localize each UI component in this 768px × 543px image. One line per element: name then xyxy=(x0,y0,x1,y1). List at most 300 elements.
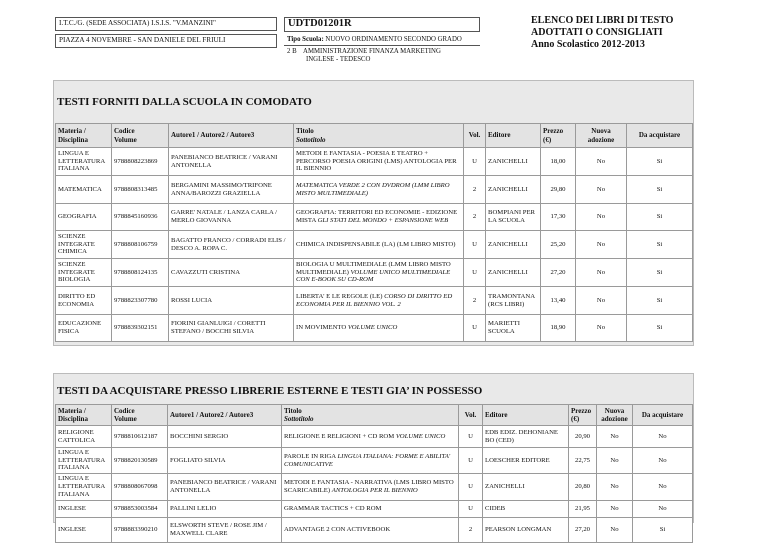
col-materia-sublabel: Disciplina xyxy=(58,415,88,423)
cell-codice xyxy=(112,518,168,543)
cell-materia-text: SCIENZE INTEGRATE CHIMICA xyxy=(58,232,95,256)
cell-materia-text: SCIENZE INTEGRATE BIOLOGIA xyxy=(58,260,95,284)
cell-editore xyxy=(483,501,569,518)
table-row xyxy=(56,231,693,259)
cell-materia-text: LINGUA E LETTERATURA ITALIANA xyxy=(58,448,105,472)
col-vol-label: Vol. xyxy=(468,131,481,140)
cell-codice xyxy=(112,448,168,474)
cell-autori xyxy=(168,501,282,518)
cell-vol-text: 2 xyxy=(472,185,477,193)
cell-nuova xyxy=(597,474,633,501)
table-row xyxy=(56,448,693,474)
col-materia-header xyxy=(56,124,112,148)
cell-acquistare-text: Si xyxy=(656,157,663,165)
cell-nuova xyxy=(597,518,633,543)
cell-editore-text: TRAMONTANA (RCS LIBRI) xyxy=(488,292,535,308)
cell-codice-text: 9788845160936 xyxy=(114,213,158,221)
cell-acquistare xyxy=(627,287,693,315)
cell-materia xyxy=(56,426,112,448)
col-acquistare-header xyxy=(633,405,693,426)
cell-materia-text: GEOGRAFIA xyxy=(58,213,97,221)
school-name: I.T.C./G. (SEDE ASSOCIATA) I.S.I.S. "V.MANZINI" xyxy=(55,17,277,31)
cell-acquistare-text: Si xyxy=(656,324,663,332)
col-acquistare-label: Da acquistare xyxy=(641,410,684,419)
cell-autori-text: PALLINI LELIO xyxy=(170,505,217,513)
col-prezzo-label: Prezzo xyxy=(543,127,564,136)
cell-editore-text: CIDEB xyxy=(485,505,506,513)
book-subtitle: ANTOLOGIA PER IL BIENNIO xyxy=(296,157,457,173)
table-row xyxy=(56,259,693,287)
col-editore-label: Editore xyxy=(485,410,508,419)
cell-codice xyxy=(112,315,169,342)
document-title xyxy=(531,15,673,51)
book-subtitle: MATEMATICA VERDE 2 CON DVDROM (LMM LIBRO MISTO MULTIMEDIALE) xyxy=(296,181,450,197)
cell-vol xyxy=(464,231,486,259)
cell-editore xyxy=(486,315,541,342)
school-code: UDTD01201R xyxy=(284,17,480,32)
cell-autori xyxy=(168,518,282,543)
col-materia-label: Materia / xyxy=(58,406,86,415)
cell-materia xyxy=(56,474,112,501)
cell-vol-text: U xyxy=(468,483,473,491)
cell-editore-text: ZANICHELLI xyxy=(488,268,528,276)
cell-nuova xyxy=(576,231,627,259)
col-editore-header xyxy=(483,405,569,426)
cell-autori xyxy=(169,287,294,315)
cell-acquistare xyxy=(627,176,693,204)
cell-prezzo-text: 18,90 xyxy=(550,324,566,332)
cell-vol-text: U xyxy=(472,240,477,248)
cell-autori-text: ELSWORTH STEVE / ROSE JIM / MAXWELL CLARE xyxy=(170,522,267,537)
class-info xyxy=(284,45,480,66)
cell-vol-text: U xyxy=(468,456,473,464)
book-title: BIOLOGIA U MULTIMEDIALE (LMM LIBRO MISTO MULTIMEDIALE) xyxy=(296,260,451,276)
cell-editore-text: MARIETTI SCUOLA xyxy=(488,320,520,335)
col-editore-label: Editore xyxy=(488,131,511,140)
cell-nuova xyxy=(597,448,633,474)
cell-nuova-text: No xyxy=(596,157,606,165)
book-title: PAROLE IN RIGA xyxy=(284,452,336,460)
cell-materia-text: LINGUA E LETTERATURA ITALIANA xyxy=(58,475,105,498)
cell-acquistare xyxy=(627,231,693,259)
col-codice-sublabel: Volume xyxy=(114,415,137,423)
cell-autori-text: BERGAMINI MASSIMO/TRIFONE ANNA/BAROZZI GRAZIELLA xyxy=(171,181,272,197)
cell-vol xyxy=(464,176,486,204)
cell-editore xyxy=(483,474,569,501)
cell-materia-text: INGLESE xyxy=(58,505,86,513)
cell-codice xyxy=(112,474,168,501)
cell-prezzo xyxy=(569,426,597,448)
cell-acquistare xyxy=(633,426,693,448)
cell-acquistare xyxy=(633,501,693,518)
cell-nuova-text: No xyxy=(610,456,619,464)
cell-nuova-text: No xyxy=(596,296,606,304)
cell-nuova xyxy=(576,315,627,342)
col-titolo-header xyxy=(282,405,459,426)
cell-codice xyxy=(112,231,169,259)
book-subtitle: ANTOLOGIA PER IL BIENNIO xyxy=(331,487,418,494)
col-vol-label: Vol. xyxy=(464,410,477,419)
cell-codice xyxy=(112,148,169,176)
cell-prezzo-text: 21,95 xyxy=(574,505,591,513)
cell-vol xyxy=(464,148,486,176)
title-line-1: ELENCO DEI LIBRI DI TESTO xyxy=(531,15,674,26)
cell-materia-text: DIRITTO ED ECONOMIA xyxy=(58,292,96,308)
col-codice-header xyxy=(112,124,169,148)
books-table-comodato xyxy=(55,123,693,342)
cell-prezzo-text: 25,20 xyxy=(550,240,566,248)
book-title: GRAMMAR TACTICS + CD ROM xyxy=(284,505,382,513)
cell-materia xyxy=(56,259,112,287)
book-title: METODI E FANTASIA - POESIA E TEATRO + PERCORSO POESIA ORIGINI (LMS) xyxy=(296,149,428,165)
cell-nuova-text: No xyxy=(596,185,606,193)
col-autori-label: Autore1 / Autore2 / Autore3 xyxy=(170,410,254,419)
cell-acquistare xyxy=(633,474,693,501)
cell-titolo xyxy=(282,426,459,448)
cell-titolo xyxy=(282,448,459,474)
cell-codice-text: 9788839302151 xyxy=(114,324,158,332)
table-row xyxy=(56,501,693,518)
col-materia-label: Materia / xyxy=(58,127,86,136)
cell-autori-text: GARRE' NATALE / LANZA CARLA / MERLO GIOVANNA xyxy=(171,209,277,224)
col-autori-label: Autore1 / Autore2 / Autore3 xyxy=(171,131,255,140)
cell-vol-text: U xyxy=(472,157,477,165)
section-title: TESTI FORNITI DALLA SCUOLA IN COMODATO xyxy=(57,96,312,108)
cell-prezzo-text: 13,40 xyxy=(550,296,566,304)
cell-vol-text: U xyxy=(468,432,473,440)
col-codice-sublabel: Volume xyxy=(114,135,137,144)
cell-autori-text: CAVAZZUTI CRISTINA xyxy=(171,268,241,276)
cell-codice-text: 9788808124135 xyxy=(114,268,158,276)
col-titolo-label: Titolo xyxy=(284,406,302,415)
cell-nuova-text: No xyxy=(610,505,619,513)
cell-codice-text: 9788853003584 xyxy=(114,505,158,513)
cell-autori-text: PANEBIANCO BEATRICE / VARANI ANTONELLA xyxy=(170,479,277,494)
cell-acquistare xyxy=(627,315,693,342)
cell-prezzo-text: 20,90 xyxy=(574,432,591,440)
cell-materia-text: RELIGIONE CATTOLICA xyxy=(58,428,96,444)
cell-prezzo-text: 17,30 xyxy=(550,213,566,221)
col-nuova-header xyxy=(597,405,633,426)
cell-nuova xyxy=(576,148,627,176)
cell-vol-text: 2 xyxy=(472,296,477,304)
cell-editore xyxy=(486,176,541,204)
cell-vol-text: 2 xyxy=(472,213,477,221)
cell-prezzo xyxy=(569,501,597,518)
cell-editore xyxy=(486,259,541,287)
cell-nuova-text: No xyxy=(596,213,606,221)
col-nuova-label: Nuova xyxy=(591,127,611,136)
cell-materia xyxy=(56,176,112,204)
cell-vol xyxy=(459,474,483,501)
cell-titolo xyxy=(294,231,464,259)
cell-titolo xyxy=(294,176,464,204)
book-title: ADVANTAGE 2 CON ACTIVEBOOK xyxy=(284,526,391,534)
col-acquistare-header xyxy=(627,124,693,148)
section-comodato xyxy=(53,80,694,346)
cell-editore-text: BOMPIANI PER LA SCUOLA xyxy=(488,209,536,224)
cell-autori xyxy=(169,176,294,204)
cell-nuova xyxy=(597,426,633,448)
cell-codice xyxy=(112,204,169,231)
cell-editore xyxy=(483,426,569,448)
col-nuova-label: Nuova xyxy=(604,406,625,415)
cell-prezzo-text: 27,20 xyxy=(550,268,566,276)
col-autori-header xyxy=(169,124,294,148)
cell-materia xyxy=(56,501,112,518)
cell-editore-text: LOESCHER EDITORE xyxy=(485,456,550,464)
cell-prezzo-text: 20,80 xyxy=(574,483,591,491)
table-header xyxy=(56,124,693,148)
cell-editore xyxy=(483,518,569,543)
cell-codice-text: 9788808223869 xyxy=(114,157,158,165)
class-line-2: INGLESE - TEDESCO xyxy=(306,56,371,64)
cell-acquistare xyxy=(627,259,693,287)
col-autori-header xyxy=(168,405,282,426)
school-type xyxy=(287,36,462,43)
section-acquisto xyxy=(53,373,694,537)
cell-acquistare-text: Si xyxy=(656,213,663,221)
cell-prezzo xyxy=(541,204,576,231)
cell-titolo xyxy=(282,518,459,543)
cell-acquistare xyxy=(633,518,693,543)
cell-nuova xyxy=(576,259,627,287)
col-codice-header xyxy=(112,405,168,426)
cell-editore xyxy=(486,287,541,315)
cell-prezzo-text: 27,20 xyxy=(574,526,591,534)
book-title: METODI E FANTASIA - NARRATIVA (LMS LIBRO MISTO SCARICABILE) xyxy=(284,479,454,494)
cell-autori-text: FOGLIATO SILVIA xyxy=(170,456,226,464)
cell-editore-text: EDB EDIZ. DEHONIANE BO (CED) xyxy=(485,428,558,444)
col-titolo-header xyxy=(294,124,464,148)
cell-autori xyxy=(169,231,294,259)
cell-codice xyxy=(112,426,168,448)
cell-nuova xyxy=(576,287,627,315)
cell-nuova-text: No xyxy=(610,432,619,440)
cell-materia-text: MATEMATICA xyxy=(58,185,102,193)
table-row xyxy=(56,518,693,543)
cell-codice xyxy=(112,287,169,315)
cell-acquistare xyxy=(627,204,693,231)
cell-vol-text: U xyxy=(472,268,477,276)
table-row xyxy=(56,176,693,204)
col-titolo-label: Titolo xyxy=(296,127,314,136)
cell-nuova-text: No xyxy=(610,483,619,491)
cell-materia xyxy=(56,231,112,259)
cell-materia xyxy=(56,204,112,231)
book-subtitle: GLI STATI DEL MONDO + ESPANSIONE WEB xyxy=(317,217,449,224)
cell-vol xyxy=(464,204,486,231)
cell-materia-text: INGLESE xyxy=(58,526,86,534)
col-prezzo-header xyxy=(569,405,597,426)
cell-titolo xyxy=(282,474,459,501)
col-materia-sublabel: Disciplina xyxy=(58,135,88,144)
cell-acquistare-text: No xyxy=(658,432,667,440)
cell-prezzo xyxy=(541,259,576,287)
school-address: PIAZZA 4 NOVEMBRE - SAN DANIELE DEL FRIULI xyxy=(55,34,277,48)
col-materia-header xyxy=(56,405,112,426)
cell-vol xyxy=(459,501,483,518)
book-title: IN MOVIMENTO xyxy=(296,324,347,332)
cell-materia xyxy=(56,315,112,342)
cell-codice-text: 9788810612187 xyxy=(114,432,158,440)
cell-codice xyxy=(112,176,169,204)
col-nuova-sublabel: adozione xyxy=(601,415,628,423)
cell-autori xyxy=(169,148,294,176)
cell-vol xyxy=(459,518,483,543)
col-vol-header xyxy=(459,405,483,426)
cell-autori xyxy=(168,426,282,448)
cell-prezzo-text: 22,75 xyxy=(574,456,591,464)
book-title: LIBERTA' E LE REGOLE (LE) xyxy=(296,292,383,300)
table-row xyxy=(56,426,693,448)
book-subtitle: VOLUME UNICO xyxy=(395,432,446,440)
cell-nuova-text: No xyxy=(596,240,606,248)
class-line-1: 2 B AMMINISTRAZIONE FINANZA MARKETING xyxy=(287,48,441,55)
cell-codice-text: 9788808313485 xyxy=(114,185,158,193)
col-codice-label: Codice xyxy=(114,127,135,136)
cell-autori xyxy=(168,474,282,501)
cell-acquistare-text: Si xyxy=(656,268,663,276)
section-title: TESTI DA ACQUISTARE PRESSO LIBRERIE ESTERNE E TESTI GIA’ IN POSSESSO xyxy=(57,385,483,397)
cell-nuova-text: No xyxy=(610,526,619,534)
cell-materia xyxy=(56,518,112,543)
book-title: RELIGIONE E RELIGIONI + CD ROM xyxy=(284,432,395,440)
book-subtitle: CORSO DI DIRITTO ED ECONOMIA PER IL BIENNIO VOL. 2 xyxy=(296,292,453,308)
col-prezzo-sublabel: (€) xyxy=(543,135,552,144)
book-subtitle: LINGUA ITALIANA: FORME E ABILITA' COMUNICATIVE xyxy=(284,452,451,468)
cell-editore-text: PEARSON LONGMAN xyxy=(485,526,552,534)
cell-materia xyxy=(56,287,112,315)
cell-editore-text: ZANICHELLI xyxy=(485,483,525,491)
cell-materia xyxy=(56,448,112,474)
cell-acquistare-text: Si xyxy=(656,296,663,304)
cell-prezzo xyxy=(541,315,576,342)
cell-codice-text: 9788808106759 xyxy=(114,240,158,248)
cell-codice xyxy=(112,259,169,287)
cell-autori-text: BOCCHINI SERGIO xyxy=(170,432,229,440)
cell-autori-text: ROSSI LUCIA xyxy=(171,296,213,304)
cell-editore xyxy=(486,231,541,259)
title-line-2: ADOTTATI O CONSIGLIATI xyxy=(531,27,663,38)
cell-prezzo xyxy=(541,176,576,204)
school-type-value: NUOVO ORDINAMENTO SECONDO GRADO xyxy=(325,36,462,43)
cell-vol xyxy=(459,448,483,474)
col-editore-header xyxy=(486,124,541,148)
cell-vol-text: 2 xyxy=(468,526,473,534)
cell-vol-text: U xyxy=(472,324,477,332)
book-title: GEOGRAFIA: TERRITORI ED ECONOMIE - EDIZIONE MISTA xyxy=(296,209,458,224)
cell-nuova xyxy=(576,176,627,204)
cell-autori xyxy=(169,259,294,287)
cell-codice-text: 9788820130589 xyxy=(114,456,158,464)
book-subtitle: VOLUME UNICO MULTIMEDIALE CON E-BOOK SU CD-ROM xyxy=(296,268,451,284)
cell-titolo xyxy=(294,259,464,287)
book-subtitle: VOLUME UNICO xyxy=(347,324,398,332)
cell-nuova-text: No xyxy=(596,268,606,276)
cell-autori-text: BAGATTO FRANCO / CORRADI ELIS / DESCO A. ROPA C. xyxy=(171,236,286,252)
cell-vol xyxy=(464,287,486,315)
cell-acquistare xyxy=(633,448,693,474)
cell-vol xyxy=(464,259,486,287)
cell-autori xyxy=(169,204,294,231)
cell-prezzo xyxy=(569,474,597,501)
col-prezzo-label: Prezzo xyxy=(571,406,592,415)
cell-titolo xyxy=(294,204,464,231)
col-acquistare-label: Da acquistare xyxy=(638,131,681,140)
school-type-label: Tipo Scuola: xyxy=(287,36,324,43)
cell-codice-text: 9788823307780 xyxy=(114,296,158,304)
table-row xyxy=(56,148,693,176)
cell-codice-text: 9788883390210 xyxy=(114,526,158,534)
cell-codice xyxy=(112,501,168,518)
cell-titolo xyxy=(294,287,464,315)
cell-vol xyxy=(459,426,483,448)
cell-autori-text: FIORINI GIANLUIGI / CORETTI STEFANO / BOCCHI SILVIA xyxy=(171,320,266,335)
cell-acquistare-text: No xyxy=(658,456,667,464)
cell-acquistare-text: Si xyxy=(659,526,666,534)
cell-titolo xyxy=(294,315,464,342)
cell-editore-text: ZANICHELLI xyxy=(488,157,528,165)
cell-codice-text: 9788808067098 xyxy=(114,483,158,491)
cell-autori xyxy=(168,448,282,474)
col-vol-header xyxy=(464,124,486,148)
cell-acquistare-text: Si xyxy=(656,240,663,248)
books-table-acquisto xyxy=(55,404,693,543)
cell-prezzo xyxy=(541,287,576,315)
cell-editore xyxy=(483,448,569,474)
cell-prezzo xyxy=(569,518,597,543)
cell-autori xyxy=(169,315,294,342)
table-row xyxy=(56,204,693,231)
cell-prezzo xyxy=(541,231,576,259)
cell-editore-text: ZANICHELLI xyxy=(488,185,528,193)
cell-vol-text: U xyxy=(468,505,473,513)
cell-prezzo-text: 29,80 xyxy=(550,185,566,193)
cell-prezzo-text: 18,00 xyxy=(550,157,566,165)
col-prezzo-sublabel: (€) xyxy=(571,415,580,423)
col-titolo-sublabel: Sottotitolo xyxy=(296,135,326,144)
cell-nuova-text: No xyxy=(596,324,606,332)
table-row xyxy=(56,315,693,342)
cell-titolo xyxy=(282,501,459,518)
cell-autori-text: PANEBIANCO BEATRICE / VARANI ANTONELLA xyxy=(171,153,278,169)
col-nuova-sublabel: adozione xyxy=(587,135,615,144)
cell-acquistare-text: No xyxy=(658,483,667,491)
cell-prezzo xyxy=(569,448,597,474)
cell-titolo xyxy=(294,148,464,176)
cell-prezzo xyxy=(541,148,576,176)
col-nuova-header xyxy=(576,124,627,148)
table-row xyxy=(56,287,693,315)
cell-acquistare-text: Si xyxy=(656,185,663,193)
cell-vol xyxy=(464,315,486,342)
cell-editore xyxy=(486,148,541,176)
cell-editore-text: ZANICHELLI xyxy=(488,240,528,248)
book-title: CHIMICA INDISPENSABILE (LA) (LM LIBRO MISTO) xyxy=(296,240,456,248)
cell-editore xyxy=(486,204,541,231)
title-line-3: Anno Scolastico 2012-2013 xyxy=(531,39,645,50)
col-titolo-sublabel: Sottotitolo xyxy=(284,415,314,423)
cell-materia-text: EDUCAZIONE FISICA xyxy=(58,320,102,335)
table-header xyxy=(56,405,693,426)
col-prezzo-header xyxy=(541,124,576,148)
cell-acquistare-text: No xyxy=(658,505,667,513)
cell-nuova xyxy=(576,204,627,231)
cell-materia-text: LINGUA E LETTERATURA ITALIANA xyxy=(58,149,105,173)
col-codice-label: Codice xyxy=(114,406,135,415)
cell-nuova xyxy=(597,501,633,518)
